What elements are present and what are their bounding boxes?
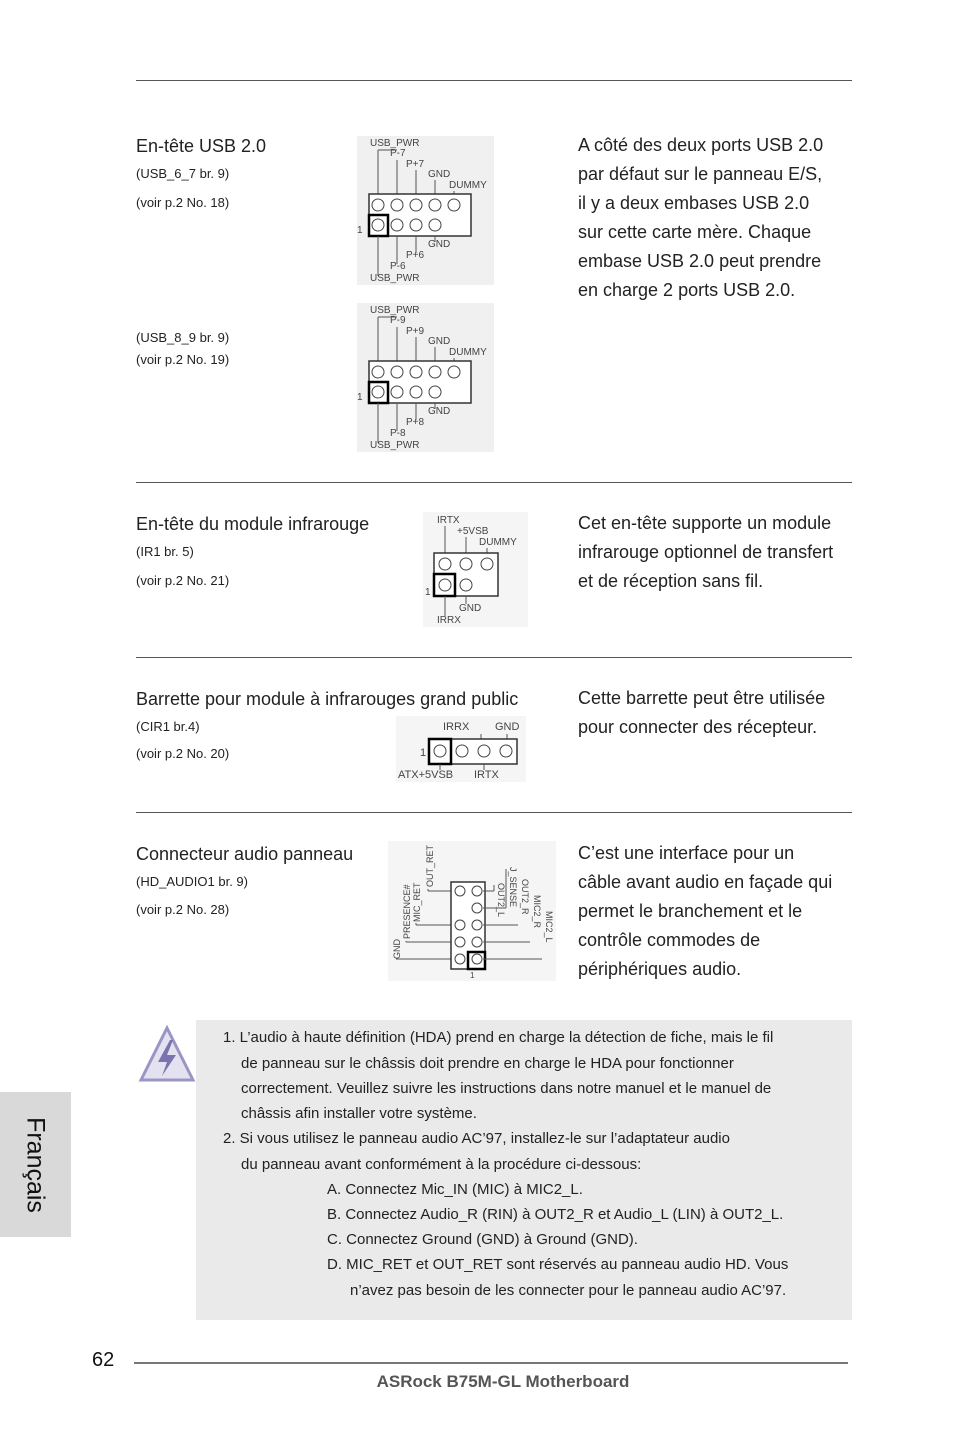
usb-header-sub1: (USB_6_7 br. 9) xyxy=(136,166,230,181)
svg-text:GND: GND xyxy=(428,336,451,347)
usb-header-sub3: (USB_8_9 br. 9) xyxy=(136,330,230,345)
note-line: de panneau sur le châssis doit prendre en charge le HDA pour fonctionner xyxy=(241,1055,734,1072)
note-line: châssis afin installer votre système. xyxy=(241,1105,477,1122)
note-line: 2. Si vous utilisez le panneau audio AC’97, installez-le sur l’adaptateur audio xyxy=(223,1130,730,1147)
ir-pinout-diagram xyxy=(423,512,528,627)
section-divider xyxy=(136,657,852,658)
cir-header-sub2: (voir p.2 No. 20) xyxy=(136,746,230,761)
svg-text:1: 1 xyxy=(357,392,363,403)
note-line: A. Connectez Mic_IN (MIC) à MIC2_L. xyxy=(327,1181,583,1198)
svg-text:MIC2_L: MIC2_L xyxy=(544,911,554,943)
svg-text:1: 1 xyxy=(425,587,431,598)
note-line: B. Connectez Audio_R (RIN) à OUT2_R et Audio_L (LIN) à OUT2_L. xyxy=(327,1206,784,1223)
note-line: D. MIC_RET et OUT_RET sont réservés au panneau audio HD. Vous xyxy=(327,1256,789,1273)
svg-text:IRRX: IRRX xyxy=(437,615,461,626)
section-divider xyxy=(136,812,852,813)
top-rule xyxy=(136,80,852,81)
note-line: n’avez pas besoin de les connecter pour le panneau audio AC’97. xyxy=(350,1282,787,1299)
note-box xyxy=(196,1020,852,1320)
cir-header-sub1: (CIR1 br.4) xyxy=(136,719,200,734)
svg-text:DUMMY: DUMMY xyxy=(449,347,487,358)
svg-text:MIC2_R: MIC2_R xyxy=(532,895,542,929)
svg-text:P-9: P-9 xyxy=(390,315,406,326)
svg-text:P+7: P+7 xyxy=(406,159,425,170)
svg-text:P-6: P-6 xyxy=(390,261,406,272)
ir-header-sub1: (IR1 br. 5) xyxy=(136,544,194,559)
svg-text:P+6: P+6 xyxy=(406,250,425,261)
cir-pinout-diagram xyxy=(396,716,526,782)
svg-text:USB_PWR: USB_PWR xyxy=(370,305,420,316)
section-divider xyxy=(136,482,852,483)
usb-header-description: A côté des deux ports USB 2.0 par défaut sur le panneau E/S, il y a deux embases USB 2.0 sur cette carte mère. Chaque embase USB 2.0 peut prendre en charge 2 ports USB 2.0. xyxy=(578,135,824,300)
audio-header-title: Connecteur audio panneau xyxy=(136,844,354,864)
page-number: 62 xyxy=(92,1349,115,1371)
audio-header-description: C’est une interface pour un câble avant audio en façade qui permet le branchement et le contrôle commodes de périphériques audio. xyxy=(578,843,833,979)
svg-text:+5VSB: +5VSB xyxy=(457,526,489,537)
svg-text:USB_PWR: USB_PWR xyxy=(370,440,420,451)
usb-header-sub2: (voir p.2 No. 18) xyxy=(136,195,230,210)
svg-text:IRTX: IRTX xyxy=(474,769,499,781)
svg-text:J_SENSE: J_SENSE xyxy=(508,867,518,908)
svg-text:P+8: P+8 xyxy=(406,417,425,428)
note-line: correctement. Veuillez suivre les instructions dans notre manuel et le manuel de xyxy=(241,1080,772,1097)
svg-text:DUMMY: DUMMY xyxy=(479,537,517,548)
usb-header-title: En-tête USB 2.0 xyxy=(136,136,267,156)
usb-header-sub4: (voir p.2 No. 19) xyxy=(136,352,230,367)
svg-text:1: 1 xyxy=(470,971,475,980)
svg-text:ATX+5VSB: ATX+5VSB xyxy=(398,769,454,781)
language-side-tab xyxy=(0,1092,71,1237)
language-side-tab-label: Français xyxy=(21,1117,50,1213)
footer-rule xyxy=(134,1362,848,1364)
ir-header-sub2: (voir p.2 No. 21) xyxy=(136,573,230,588)
ir-header-description: Cet en-tête supporte un module infrarouge optionnel de transfert et de réception sans fil. xyxy=(578,513,834,591)
svg-text:1: 1 xyxy=(420,747,427,759)
svg-text:GND: GND xyxy=(428,169,451,180)
svg-text:GND: GND xyxy=(392,939,402,959)
cir-header-description: Cette barrette peut être utilisée pour connecter des récepteur. xyxy=(578,688,826,737)
svg-text:IRRX: IRRX xyxy=(443,721,470,733)
cir-header-title: Barrette pour module à infrarouges grand public xyxy=(136,689,519,709)
svg-text:PRESENCE#: PRESENCE# xyxy=(402,884,412,939)
svg-text:MIC_RET: MIC_RET xyxy=(412,882,422,922)
svg-text:OUT2_R: OUT2_R xyxy=(520,879,530,915)
audio-header-sub2: (voir p.2 No. 28) xyxy=(136,902,230,917)
svg-text:USB_PWR: USB_PWR xyxy=(370,273,420,284)
svg-text:P-7: P-7 xyxy=(390,148,406,159)
svg-text:GND: GND xyxy=(495,721,520,733)
svg-text:P-8: P-8 xyxy=(390,428,406,439)
usb-67-pinout-diagram xyxy=(357,136,494,285)
svg-text:GND: GND xyxy=(459,603,482,614)
svg-text:OUT_RET: OUT_RET xyxy=(425,844,435,887)
note-line: 1. L’audio à haute définition (HDA) prend en charge la détection de fiche, mais le fil xyxy=(223,1029,774,1046)
svg-text:IRTX: IRTX xyxy=(437,515,460,526)
svg-text:P+9: P+9 xyxy=(406,326,425,337)
note-line: du panneau avant conformément à la procédure ci-dessous: xyxy=(241,1156,642,1173)
svg-text:USB_PWR: USB_PWR xyxy=(370,138,420,149)
svg-text:GND: GND xyxy=(428,239,451,250)
footer-title: ASRock B75M-GL Motherboard xyxy=(376,1372,630,1391)
audio-header-sub1: (HD_AUDIO1 br. 9) xyxy=(136,874,248,889)
usb-89-pinout-diagram xyxy=(357,303,494,452)
svg-text:DUMMY: DUMMY xyxy=(449,180,487,191)
audio-pinout-diagram xyxy=(388,841,556,981)
svg-text:GND: GND xyxy=(428,406,451,417)
warning-triangle-icon xyxy=(138,1024,196,1091)
note-line: C. Connectez Ground (GND) à Ground (GND). xyxy=(327,1231,638,1248)
svg-text:1: 1 xyxy=(357,225,363,236)
svg-text:OUT2_L: OUT2_L xyxy=(496,883,506,918)
ir-header-title: En-tête du module infrarouge xyxy=(136,514,370,534)
